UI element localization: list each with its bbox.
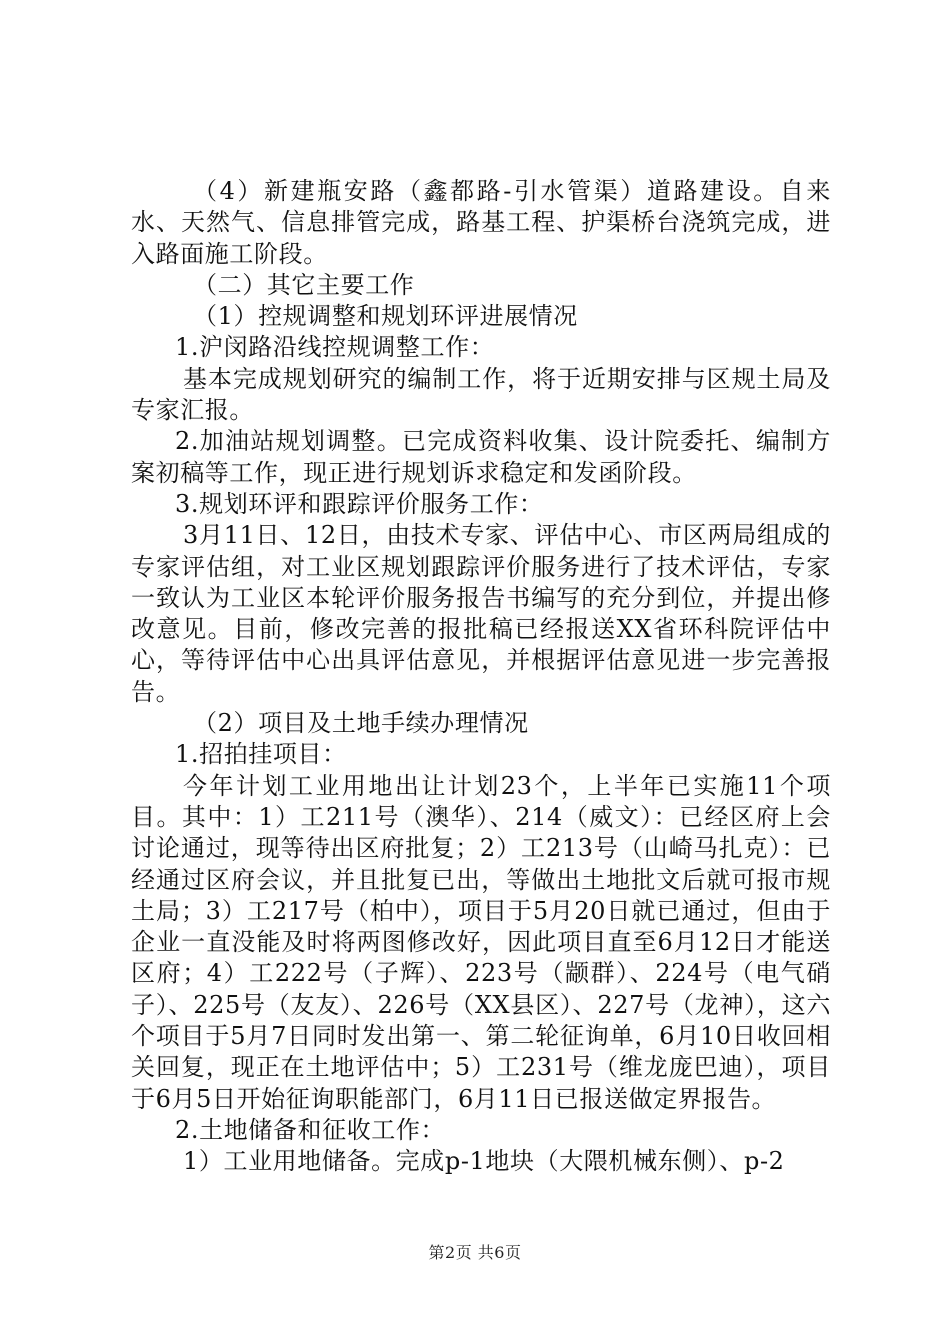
item-heading-land-reserve: 2.土地储备和征收工作：: [175, 1115, 446, 1144]
paragraph-planning-research: 基本完成规划研究的编制工作，将于近期安排与区规土局及专家汇报。: [131, 364, 831, 425]
section-heading-other-work: （二）其它主要工作: [193, 270, 415, 299]
item-heading-auction-projects: 1.招拍挂项目：: [175, 740, 347, 769]
paragraph-industrial-land-reserve: 1）工业用地储备。完成p-1地块（大隈机械东侧）、p-2: [183, 1147, 785, 1176]
paragraph-gas-station-planning: 2.加油站规划调整。已完成资料收集、设计院委托、编制方案初稿等工作，现正进行规划诉求稳定和发函阶段。: [131, 427, 831, 487]
subsection-heading-project-land-procedures: （2）项目及土地手续办理情况: [193, 709, 529, 738]
document-body: [131, 176, 831, 1178]
paragraph-new-road-construction: （4）新建瓶安路（鑫都路-引水管渠）道路建设。自来水、天然气、信息排管完成，路基工程、护渠桥台浇筑完成，进入路面施工阶段。: [131, 177, 831, 268]
item-heading-environmental-assessment: 3.规划环评和跟踪评价服务工作：: [175, 489, 544, 518]
paragraph-industrial-land-transfer: 今年计划工业用地出让计划23个，上半年已实施11个项目。其中：1）工211号（澳华）、214（威文）：已经区府上会讨论通过，现等待出区府批复；2）工213号（山崎马扎克）：已经通过区府会议，并且批复已出，等做出土地批文后就可报市规土局；3）工217号（柏中），项目于5月20日就已通过，但由于企业一直没能及时将两图修改好，因此项目直至6月12日才能送区府；4）工222号（子辉）、223号（颛群）、224号（电气硝子）、225号（友友）、226号（XX县区）、227号（龙神），这六个项目于5月7日同时发出第一、第二轮征询单，6月10日收回相关回复，现正在土地评估中；5）工231号（维龙庞巴迪），项目于6月5日开始征询职能部门，6月11日已报送做定界报告。: [131, 771, 831, 1113]
item-heading-huminlu-adjustment: 1.沪闵路沿线控规调整工作：: [175, 333, 495, 362]
page-footer: 第2页 共6页: [428, 1243, 522, 1262]
paragraph-expert-evaluation: 3月11日、12日，由技术专家、评估中心、市区两局组成的专家评估组，对工业区规划跟踪评价服务进行了技术评估，专家一致认为工业区本轮评价服务报告书编写的充分到位，并提出修改意见。目前，修改完善的报批稿已经报送XX省环科院评估中心，等待评估中心出具评估意见，并根据评估意见进一步完善报告。: [131, 521, 831, 706]
subsection-heading-planning-progress: （1）控规调整和规划环评进展情况: [193, 302, 578, 331]
